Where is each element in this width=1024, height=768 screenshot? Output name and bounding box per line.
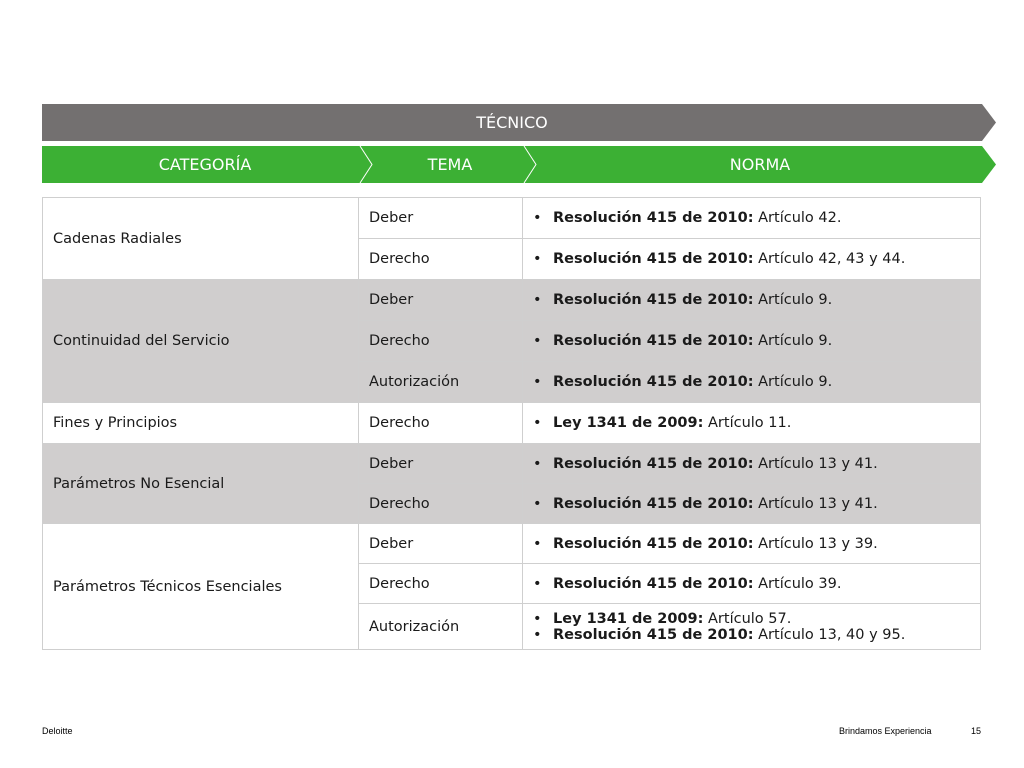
tema-cell: Autorización bbox=[359, 604, 523, 650]
norma-reference: • Resolución 415 de 2010: Artículo 9. bbox=[533, 292, 833, 308]
tema-cell: Deber bbox=[359, 198, 523, 239]
norma-reference: • Ley 1341 de 2009: Artículo 11. bbox=[533, 415, 792, 431]
tema-cell: Derecho bbox=[359, 403, 523, 444]
law-name: Resolución 415 de 2010: bbox=[553, 455, 754, 472]
norma-reference: • Resolución 415 de 2010: Artículo 9. bbox=[533, 333, 833, 349]
category-cell: Parámetros Técnicos Esenciales bbox=[43, 524, 359, 650]
norma-reference: • Resolución 415 de 2010: Artículo 13 y 41. bbox=[533, 495, 878, 512]
tema-cell: Derecho bbox=[359, 321, 523, 362]
tema-cell: Derecho bbox=[359, 564, 523, 604]
tema-cell: Derecho bbox=[359, 239, 523, 280]
norma-reference: • Resolución 415 de 2010: Artículo 42, 43 y 44. bbox=[533, 251, 906, 267]
tema-cell: Deber bbox=[359, 524, 523, 564]
norma-cell bbox=[523, 239, 981, 280]
law-name: Resolución 415 de 2010: bbox=[553, 292, 754, 308]
law-name: Resolución 415 de 2010: bbox=[553, 210, 754, 226]
norma-cell bbox=[523, 280, 981, 321]
norma-cell bbox=[523, 604, 981, 650]
norma-cell bbox=[523, 484, 981, 524]
law-name: Resolución 415 de 2010: bbox=[553, 626, 754, 643]
law-articles: Artículo 13 y 41. bbox=[753, 455, 878, 472]
tema-cell: Deber bbox=[359, 280, 523, 321]
law-name: Resolución 415 de 2010: bbox=[553, 333, 754, 349]
norma-reference: • Resolución 415 de 2010: Artículo 13, 40 y 95. bbox=[533, 626, 906, 643]
table-row bbox=[43, 403, 981, 444]
norma-reference: • Resolución 415 de 2010: Artículo 42. bbox=[533, 210, 842, 226]
regulations-table bbox=[42, 197, 981, 650]
footer-brand: Deloitte bbox=[42, 726, 73, 736]
norma-cell bbox=[523, 564, 981, 604]
law-name: Ley 1341 de 2009: bbox=[553, 610, 704, 627]
norma-reference: • Resolución 415 de 2010: Artículo 39. bbox=[533, 575, 842, 592]
table-row bbox=[43, 524, 981, 564]
norma-reference: • Resolución 415 de 2010: Artículo 13 y 39. bbox=[533, 535, 878, 552]
law-name: Resolución 415 de 2010: bbox=[553, 251, 754, 267]
law-articles: Artículo 42, 43 y 44. bbox=[753, 251, 906, 267]
category-cell: Cadenas Radiales bbox=[43, 198, 359, 280]
norma-cell bbox=[523, 524, 981, 564]
law-name: Resolución 415 de 2010: bbox=[553, 495, 754, 512]
tema-cell: Autorización bbox=[359, 362, 523, 403]
category-cell: Continuidad del Servicio bbox=[43, 280, 359, 403]
law-name: Resolución 415 de 2010: bbox=[553, 374, 754, 390]
table-row bbox=[43, 198, 981, 239]
law-articles: Artículo 11. bbox=[703, 415, 792, 431]
law-name: Resolución 415 de 2010: bbox=[553, 575, 754, 592]
tecnico-title: TÉCNICO bbox=[476, 113, 548, 132]
tema-cell: Deber bbox=[359, 444, 523, 484]
norma-cell bbox=[523, 403, 981, 444]
category-cell: Fines y Principios bbox=[43, 403, 359, 444]
column-header-categoria: CATEGORÍA bbox=[158, 155, 252, 174]
law-articles: Artículo 9. bbox=[753, 333, 833, 349]
norma-cell bbox=[523, 321, 981, 362]
law-articles: Artículo 42. bbox=[753, 210, 842, 226]
table-row bbox=[43, 444, 981, 484]
category-cell: Parámetros No Esencial bbox=[43, 444, 359, 524]
column-header-norma: NORMA bbox=[729, 155, 791, 174]
law-articles: Artículo 13, 40 y 95. bbox=[753, 626, 906, 643]
norma-reference: • Resolución 415 de 2010: Artículo 13 y 41. bbox=[533, 455, 878, 472]
norma-reference: • Resolución 415 de 2010: Artículo 9. bbox=[533, 374, 833, 390]
tema-cell: Derecho bbox=[359, 484, 523, 524]
norma-cell bbox=[523, 444, 981, 484]
law-articles: Artículo 9. bbox=[753, 374, 833, 390]
norma-cell bbox=[523, 198, 981, 239]
column-header-tema: TEMA bbox=[427, 155, 473, 174]
law-name: Resolución 415 de 2010: bbox=[553, 535, 754, 552]
table-row bbox=[43, 280, 981, 321]
page-number: 15 bbox=[971, 726, 982, 736]
norma-cell bbox=[523, 362, 981, 403]
law-name: Ley 1341 de 2009: bbox=[553, 415, 704, 431]
law-articles: Artículo 13 y 39. bbox=[753, 535, 878, 552]
footer-tagline: Brindamos Experiencia bbox=[839, 726, 932, 736]
law-articles: Artículo 39. bbox=[753, 575, 842, 592]
law-articles: Artículo 13 y 41. bbox=[753, 495, 878, 512]
law-articles: Artículo 57. bbox=[703, 610, 792, 627]
norma-reference: • Ley 1341 de 2009: Artículo 57. bbox=[533, 610, 792, 627]
law-articles: Artículo 9. bbox=[753, 292, 833, 308]
